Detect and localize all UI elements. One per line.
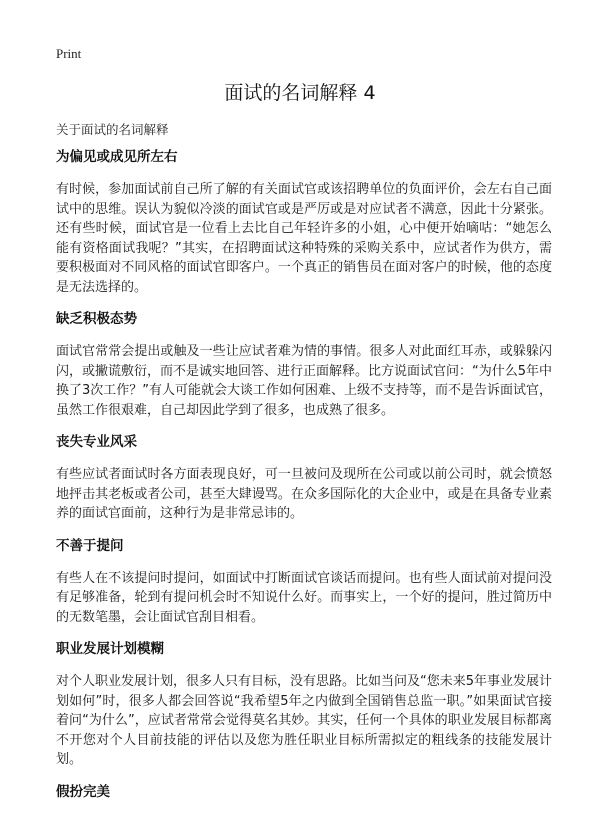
section-bias xyxy=(56,148,552,297)
section-paragraph: 面试官常常会提出或触及一些让应试者难为情的事情。很多人对此面红耳赤，或躲躲闪闪，或撇谎敷衍，而不是诚实地回答、进行正面解释。比方说面试官问：“为什么5年中换了3次工作？”有人可能就会大谈工作如何困难、上级不支持等，而不是告诉面试官，虽然工作很艰难，自己却因此学到了很多，也成熟了很多。 xyxy=(56,344,553,418)
section-perfection xyxy=(56,783,552,801)
page-subtitle: 关于面试的名词解释 xyxy=(56,122,169,137)
section-paragraph: 有些人在不该提问时提问，如面试中打断面试官谈话而提问。也有些人面试前对提问没有足够准备，轮到有提问机会时不知说什么好。而事实上，一个好的提问，胜过简历中的无数笔墨，会让面试官刮目相看。 xyxy=(56,570,552,625)
section-paragraph: 有时候，参加面试前自己所了解的有关面试官或该招聘单位的负面评价，会左右自己面试中的思维。误认为貌似冷淡的面试官或是严厉或是对应试者不满意，因此十分紧张。还有些时候，面试官是一位看上去比自己年轻许多的小姐，心中便开始嘀咕：“她怎么能有资格面试我呢？”其实，在招聘面试这种特殊的采购关系中，应试者作为供方，需要积极面对不同风格的面试官即客户。一个真正的销售员在面对客户的时候，他的态度是无法选择的。 xyxy=(56,182,552,295)
section-heading: 假扮完美 xyxy=(56,783,110,800)
article-body xyxy=(56,148,552,815)
section-paragraph: 对个人职业发展计划，很多人只有目标，没有思路。比如当问及“您未来5年事业发展计划如何”时，很多人都会回答说“我希望5年之内做到全国销售总监一职。”如果面试官接着问“为什么”，应试者常常会觉得莫名其妙。其实，任何一个具体的职业发展目标都离不开您对个人目前技能的评估以及您为胜任职业目标所需拟定的粗线条的技能发展计划。 xyxy=(56,674,553,767)
section-heading: 不善于提问 xyxy=(56,537,124,554)
page-title: 面试的名词解释 4 xyxy=(224,82,376,104)
section-professionalism xyxy=(56,433,552,524)
section-career-plan xyxy=(56,640,552,770)
section-heading: 为偏见或成见所左右 xyxy=(56,149,178,165)
section-heading: 职业发展计划模糊 xyxy=(56,641,164,657)
section-paragraph: 有些应试者面试时各方面表现良好，可一旦被问及现所在公司或以前公司时，就会愤怒地抨击其老板或者公司，甚至大肆谩骂。在众多国际化的大企业中，或是在具备专业素养的面试官面前，这种行为是非常忌讳的。 xyxy=(56,467,552,521)
print-link[interactable]: Print xyxy=(56,46,82,61)
section-heading: 缺乏积极态势 xyxy=(56,311,137,327)
section-attitude xyxy=(56,310,552,420)
section-questions xyxy=(56,537,552,628)
section-heading: 丧失专业风采 xyxy=(56,434,137,450)
